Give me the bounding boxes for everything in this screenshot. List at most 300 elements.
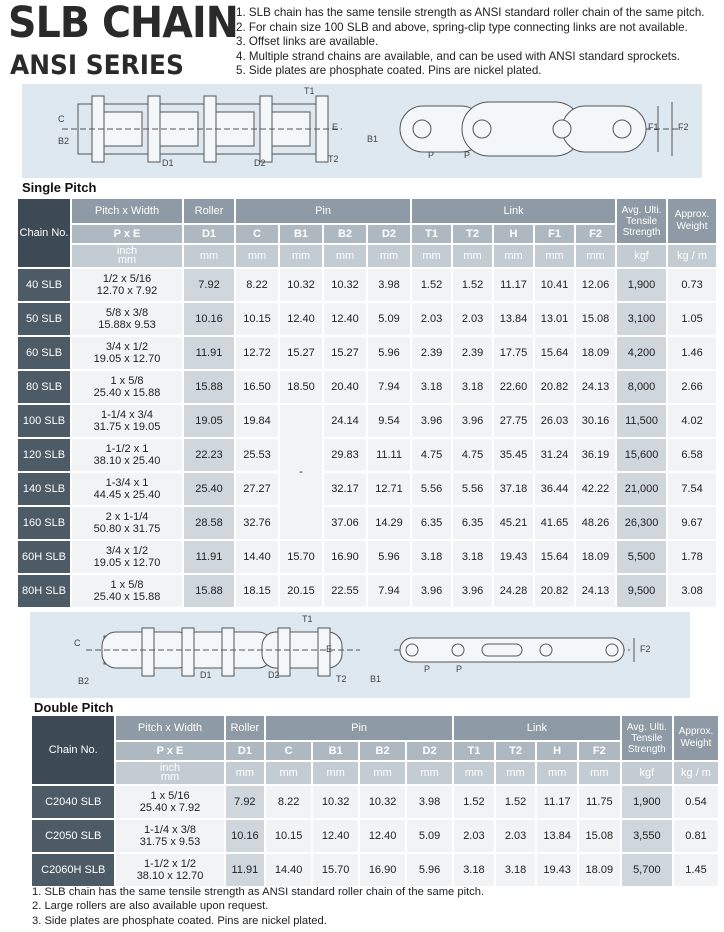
value-cell: 20.82 <box>535 575 574 607</box>
value-cell: 3.96 <box>453 575 492 607</box>
value-cell: 13.01 <box>535 303 574 335</box>
page-title: SLB CHAIN <box>8 0 238 48</box>
value-cell: 20.82 <box>535 371 574 403</box>
footer-note: 2. Large rollers are also available upon request. <box>32 900 269 913</box>
pitch-width-inch: 5/8 x 3/8 <box>105 307 149 319</box>
unit-mm: mm <box>160 771 180 783</box>
strength-cell: 21,000 <box>617 473 666 505</box>
header-col: H <box>537 742 577 760</box>
table-row <box>18 507 716 539</box>
value-cell: 6.35 <box>412 507 451 539</box>
value-cell: 36.19 <box>576 439 615 471</box>
pitch-width-mm: 50.80 x 31.75 <box>93 523 161 535</box>
value-cell: 19.05 <box>184 405 234 437</box>
double-pitch-table <box>30 714 720 888</box>
pitch-width-mm: 44.45 x 25.40 <box>93 489 161 501</box>
unit-cell: mm <box>576 245 615 267</box>
value-cell: 16.50 <box>236 371 278 403</box>
dim-label: D1 <box>162 158 174 168</box>
value-cell: 7.92 <box>226 786 265 818</box>
dim-label: B1 <box>370 674 382 684</box>
unit-cell: mm <box>360 762 405 784</box>
pitch-width-cell <box>72 337 182 369</box>
value-cell: 15.08 <box>576 303 615 335</box>
dim-label: F2 <box>678 122 689 132</box>
weight-cell: 1.46 <box>668 337 716 369</box>
header-col: B2 <box>360 742 405 760</box>
dim-label: D1 <box>200 670 212 680</box>
header-link: Link <box>412 199 615 223</box>
value-cell: 26.03 <box>535 405 574 437</box>
pitch-width-cell <box>72 405 182 437</box>
value-cell: 5.56 <box>412 473 451 505</box>
table-row <box>18 541 716 573</box>
chain-no-cell: 160 SLB <box>18 507 70 539</box>
value-cell: 12.40 <box>313 820 358 852</box>
header-notes <box>236 6 720 79</box>
pitch-width-cell <box>72 473 182 505</box>
value-cell: 15.70 <box>313 854 358 886</box>
chain-no-cell: 80H SLB <box>18 575 70 607</box>
value-cell: 3.98 <box>368 269 410 301</box>
unit-inch: inch <box>159 762 181 774</box>
value-cell: 15.88 <box>184 575 234 607</box>
pitch-width-cell <box>116 820 223 852</box>
dim-label: B2 <box>78 676 90 686</box>
value-cell: 14.40 <box>266 854 311 886</box>
table-row <box>32 786 718 818</box>
chain-no-cell: 60H SLB <box>18 541 70 573</box>
value-cell: 37.18 <box>494 473 533 505</box>
unit-cell: mm <box>537 762 577 784</box>
value-cell: 3.96 <box>412 405 451 437</box>
header-note: 5. Side plates are phosphate coated. Pins are nickel plated. <box>236 64 542 78</box>
header-col: D1 <box>184 225 234 243</box>
value-cell: 27.75 <box>494 405 533 437</box>
chain-drawing-single <box>22 84 702 178</box>
pitch-width-mm: 31.75 x 9.53 <box>139 836 201 848</box>
value-cell: 8.22 <box>266 786 311 818</box>
header-link: Link <box>454 716 620 740</box>
header-chain-no: Chain No. <box>32 716 114 784</box>
dim-label: P <box>464 150 471 160</box>
value-cell: 14.40 <box>236 541 278 573</box>
value-cell: 27.27 <box>236 473 278 505</box>
value-cell: 2.39 <box>453 337 492 369</box>
pin-b1-dash-cell: - <box>280 405 322 539</box>
value-cell: 24.28 <box>494 575 533 607</box>
value-cell: 17.75 <box>494 337 533 369</box>
unit-cell: mm <box>454 762 494 784</box>
value-cell: 3.18 <box>412 541 451 573</box>
value-cell: 1.52 <box>454 786 494 818</box>
value-cell: 48.26 <box>576 507 615 539</box>
value-cell: 10.15 <box>236 303 278 335</box>
value-cell: 15.64 <box>535 337 574 369</box>
unit-cell: mm <box>412 245 451 267</box>
value-cell: 7.94 <box>368 371 410 403</box>
value-cell: 10.41 <box>535 269 574 301</box>
strength-cell: 1,900 <box>622 786 672 818</box>
value-cell: 11.91 <box>184 541 234 573</box>
unit-cell: kg / m <box>668 245 716 267</box>
single-pitch-table <box>16 197 718 609</box>
value-cell: 24.14 <box>324 405 366 437</box>
value-cell: 24.13 <box>576 575 615 607</box>
value-cell: 30.16 <box>576 405 615 437</box>
header-roller: Roller <box>226 716 265 740</box>
header-col: D2 <box>407 742 452 760</box>
strength-cell: 5,700 <box>622 854 672 886</box>
unit-cell: kgf <box>617 245 666 267</box>
dim-label: P <box>424 664 431 674</box>
value-cell: 11.91 <box>184 337 234 369</box>
value-cell: 12.72 <box>236 337 278 369</box>
value-cell: 2.03 <box>412 303 451 335</box>
value-cell: 10.32 <box>313 786 358 818</box>
weight-cell: 0.81 <box>674 820 718 852</box>
value-cell: 3.18 <box>496 854 536 886</box>
unit-cell: mm <box>236 245 278 267</box>
pitch-width-mm: 38.10 x 12.70 <box>136 870 204 882</box>
strength-cell: 9,500 <box>617 575 666 607</box>
value-cell: 22.55 <box>324 575 366 607</box>
value-cell: 12.40 <box>280 303 322 335</box>
value-cell: 15.27 <box>280 337 322 369</box>
dim-label: T1 <box>304 86 315 96</box>
pitch-width-mm: 19.05 x 12.70 <box>93 353 161 365</box>
chain-no-cell: 80 SLB <box>18 371 70 403</box>
value-cell: 10.15 <box>266 820 311 852</box>
unit-cell: mm <box>535 245 574 267</box>
footer-notes <box>32 885 484 928</box>
header-note: 2. For chain size 100 SLB and above, spring-clip type connecting links are not available. <box>236 20 688 34</box>
chain-drawing-double <box>30 612 690 698</box>
header-col: C <box>266 742 311 760</box>
value-cell: 12.40 <box>360 820 405 852</box>
header-chain-no: Chain No. <box>18 199 70 267</box>
value-cell: 16.90 <box>324 541 366 573</box>
value-cell: 1.52 <box>412 269 451 301</box>
dim-label: B1 <box>367 134 379 144</box>
dim-label: D2 <box>254 158 266 168</box>
unit-cell: mm <box>266 762 311 784</box>
value-cell: 5.09 <box>407 820 452 852</box>
value-cell: 5.96 <box>368 541 410 573</box>
value-cell: 11.75 <box>579 786 620 818</box>
pitch-width-cell <box>72 575 182 607</box>
value-cell: 15.08 <box>579 820 620 852</box>
unit-cell: kg / m <box>674 762 718 784</box>
table-row <box>18 473 716 505</box>
header-note: 3. Offset links are available. <box>236 35 379 49</box>
value-cell: 22.23 <box>184 439 234 471</box>
unit-cell: mm <box>579 762 620 784</box>
table-row <box>18 337 716 369</box>
chain-no-cell: C2060H SLB <box>32 854 114 886</box>
pitch-width-inch: 1-1/2 x 1 <box>105 443 149 455</box>
page-subtitle: ANSI SERIES <box>10 50 184 81</box>
double-pitch-diagram <box>30 612 690 698</box>
weight-cell: 3.08 <box>668 575 716 607</box>
header-col: B2 <box>324 225 366 243</box>
pitch-width-mm: 25.40 x 15.88 <box>93 387 161 399</box>
header-col: F1 <box>535 225 574 243</box>
value-cell: 3.18 <box>412 371 451 403</box>
pitch-width-inch: 1 x 5/8 <box>110 579 144 591</box>
value-cell: 11.17 <box>494 269 533 301</box>
value-cell: 3.18 <box>453 371 492 403</box>
strength-cell: 5,500 <box>617 541 666 573</box>
value-cell: 3.18 <box>454 854 494 886</box>
header-strength: Avg. Ulti. Tensile Strength <box>617 199 666 243</box>
value-cell: 18.09 <box>576 541 615 573</box>
unit-inch: inch <box>116 245 138 257</box>
unit-cell: kgf <box>622 762 672 784</box>
chain-no-cell: 120 SLB <box>18 439 70 471</box>
value-cell: 19.43 <box>494 541 533 573</box>
value-cell: 10.16 <box>184 303 234 335</box>
header-strength: Avg. Ulti. Tensile Strength <box>622 716 672 760</box>
dim-label: C <box>74 638 81 648</box>
pitch-width-inch: 1-3/4 x 1 <box>105 477 149 489</box>
header-pin: Pin <box>236 199 410 223</box>
value-cell: 1.52 <box>453 269 492 301</box>
value-cell: 32.17 <box>324 473 366 505</box>
value-cell: 31.24 <box>535 439 574 471</box>
single-pitch-diagram <box>22 84 702 178</box>
value-cell: 11.11 <box>368 439 410 471</box>
pitch-width-mm: 12.70 x 7.92 <box>96 285 158 297</box>
value-cell: 2.03 <box>496 820 536 852</box>
value-cell: 3.96 <box>453 405 492 437</box>
unit-cell: mm <box>184 245 234 267</box>
header-weight: Approx. Weight <box>674 716 718 760</box>
value-cell: 5.09 <box>368 303 410 335</box>
value-cell: 18.50 <box>280 371 322 403</box>
value-cell: 5.56 <box>453 473 492 505</box>
value-cell: 36.44 <box>535 473 574 505</box>
dim-label: F2 <box>640 644 651 654</box>
value-cell: 5.96 <box>407 854 452 886</box>
dim-label: D2 <box>268 670 280 680</box>
value-cell: 10.32 <box>324 269 366 301</box>
weight-cell: 0.54 <box>674 786 718 818</box>
value-cell: 25.53 <box>236 439 278 471</box>
pitch-width-cell <box>72 269 182 301</box>
pitch-width-mm: 38.10 x 25.40 <box>93 455 161 467</box>
unit-cell: mm <box>407 762 452 784</box>
header-col: T1 <box>454 742 494 760</box>
header-pxe: P x E <box>72 225 182 243</box>
table-row <box>18 371 716 403</box>
value-cell: 11.91 <box>226 854 265 886</box>
value-cell: 16.90 <box>360 854 405 886</box>
value-cell: 42.22 <box>576 473 615 505</box>
pitch-width-cell <box>72 439 182 471</box>
value-cell: 15.64 <box>535 541 574 573</box>
value-cell: 6.35 <box>453 507 492 539</box>
unit-mm: mm <box>117 254 137 266</box>
header-pitch-width: Pitch x Width <box>72 199 182 223</box>
value-cell: 18.09 <box>576 337 615 369</box>
value-cell: 7.92 <box>184 269 234 301</box>
table-row <box>18 439 716 471</box>
value-cell: 12.06 <box>576 269 615 301</box>
unit-inch-mm <box>116 762 223 784</box>
value-cell: 45.21 <box>494 507 533 539</box>
pitch-width-inch: 3/4 x 1/2 <box>105 545 149 557</box>
value-cell: 32.76 <box>236 507 278 539</box>
dim-label: T2 <box>336 674 347 684</box>
unit-cell: mm <box>280 245 322 267</box>
value-cell: 14.29 <box>368 507 410 539</box>
pitch-width-inch: 1/2 x 5/16 <box>102 273 152 285</box>
header-note: 4. Multiple strand chains are available, and can be used with ANSI standard sprockets. <box>236 49 681 63</box>
chain-no-cell: 40 SLB <box>18 269 70 301</box>
chain-no-cell: C2040 SLB <box>32 786 114 818</box>
header-col: B1 <box>280 225 322 243</box>
unit-cell: mm <box>324 245 366 267</box>
value-cell: 2.03 <box>453 303 492 335</box>
header-pitch-width: Pitch x Width <box>116 716 223 740</box>
footer-note: 1. SLB chain has the same tensile strength as ANSI standard roller chain of the same pitch. <box>32 886 485 898</box>
header-col: T1 <box>412 225 451 243</box>
weight-cell: 7.54 <box>668 473 716 505</box>
value-cell: 20.40 <box>324 371 366 403</box>
weight-cell: 1.78 <box>668 541 716 573</box>
dim-label: P <box>456 664 463 674</box>
value-cell: 10.32 <box>280 269 322 301</box>
pitch-width-cell <box>72 541 182 573</box>
value-cell: 37.06 <box>324 507 366 539</box>
unit-cell: mm <box>226 762 265 784</box>
unit-cell: mm <box>313 762 358 784</box>
header-col: T2 <box>453 225 492 243</box>
table-row <box>18 303 716 335</box>
dim-label: T2 <box>328 154 339 164</box>
header-col: F2 <box>576 225 615 243</box>
strength-cell: 4,200 <box>617 337 666 369</box>
strength-cell: 26,300 <box>617 507 666 539</box>
chain-no-cell: 100 SLB <box>18 405 70 437</box>
dim-label: T1 <box>302 614 313 624</box>
double-pitch-title: Double Pitch <box>34 700 114 715</box>
value-cell: 18.15 <box>236 575 278 607</box>
header-weight: Approx. Weight <box>668 199 716 243</box>
value-cell: 25.40 <box>184 473 234 505</box>
dim-label: B2 <box>58 136 70 146</box>
strength-cell: 1,900 <box>617 269 666 301</box>
table-row <box>18 575 716 607</box>
weight-cell: 4.02 <box>668 405 716 437</box>
value-cell: 15.88 <box>184 371 234 403</box>
value-cell: 20.15 <box>280 575 322 607</box>
value-cell: 35.45 <box>494 439 533 471</box>
unit-inch-mm <box>72 245 182 267</box>
pitch-width-inch: 2 x 1-1/4 <box>105 511 149 523</box>
weight-cell: 9.67 <box>668 507 716 539</box>
table-row <box>32 820 718 852</box>
value-cell: 12.71 <box>368 473 410 505</box>
value-cell: 13.84 <box>494 303 533 335</box>
unit-cell: mm <box>453 245 492 267</box>
value-cell: 9.54 <box>368 405 410 437</box>
value-cell: 15.70 <box>280 541 322 573</box>
pitch-width-inch: 3/4 x 1/2 <box>105 341 149 353</box>
header-col: D1 <box>226 742 265 760</box>
chain-no-cell: C2050 SLB <box>32 820 114 852</box>
pitch-width-cell <box>72 507 182 539</box>
dim-label: P <box>428 150 435 160</box>
strength-cell: 11,500 <box>617 405 666 437</box>
pitch-width-inch: 1-1/4 x 3/8 <box>144 824 197 836</box>
pitch-width-mm: 25.40 x 7.92 <box>139 802 201 814</box>
pitch-width-mm: 25.40 x 15.88 <box>93 591 161 603</box>
header-col: D2 <box>368 225 410 243</box>
pitch-width-cell <box>72 303 182 335</box>
unit-cell: mm <box>368 245 410 267</box>
value-cell: 1.52 <box>496 786 536 818</box>
pitch-width-inch: 1-1/2 x 1/2 <box>144 858 197 870</box>
value-cell: 10.16 <box>226 820 265 852</box>
value-cell: 3.96 <box>412 575 451 607</box>
weight-cell: 1.05 <box>668 303 716 335</box>
value-cell: 2.03 <box>454 820 494 852</box>
single-pitch-title: Single Pitch <box>22 180 97 195</box>
header-col: B1 <box>313 742 358 760</box>
value-cell: 41.65 <box>535 507 574 539</box>
table-row <box>18 405 716 437</box>
header-pxe: P x E <box>116 742 223 760</box>
value-cell: 4.75 <box>412 439 451 471</box>
weight-cell: 2.66 <box>668 371 716 403</box>
unit-cell: mm <box>496 762 536 784</box>
value-cell: 3.18 <box>453 541 492 573</box>
strength-cell: 3,100 <box>617 303 666 335</box>
weight-cell: 6.58 <box>668 439 716 471</box>
value-cell: 19.84 <box>236 405 278 437</box>
pitch-width-cell <box>116 854 223 886</box>
pitch-width-inch: 1 x 5/16 <box>150 790 190 802</box>
value-cell: 22.60 <box>494 371 533 403</box>
unit-cell: mm <box>494 245 533 267</box>
pitch-width-cell <box>72 371 182 403</box>
pitch-width-mm: 15.88x 9.53 <box>98 319 156 331</box>
pitch-width-mm: 19.05 x 12.70 <box>93 557 161 569</box>
dim-label: E <box>332 122 339 132</box>
weight-cell: 0.73 <box>668 269 716 301</box>
value-cell: 4.75 <box>453 439 492 471</box>
chain-no-cell: 60 SLB <box>18 337 70 369</box>
chain-no-cell: 50 SLB <box>18 303 70 335</box>
pitch-width-inch: 1 x 5/8 <box>110 375 144 387</box>
weight-cell: 1.45 <box>674 854 718 886</box>
dim-label: C <box>58 114 65 124</box>
value-cell: 24.13 <box>576 371 615 403</box>
value-cell: 28.58 <box>184 507 234 539</box>
header-pin: Pin <box>266 716 452 740</box>
header-col: T2 <box>496 742 536 760</box>
header-roller: Roller <box>184 199 234 223</box>
value-cell: 2.39 <box>412 337 451 369</box>
strength-cell: 3,550 <box>622 820 672 852</box>
value-cell: 13.84 <box>537 820 577 852</box>
header-note: 1. SLB chain has the same tensile strength as ANSI standard roller chain of the same pitch. <box>236 6 705 19</box>
strength-cell: 15,600 <box>617 439 666 471</box>
value-cell: 19.43 <box>537 854 577 886</box>
dim-label: E <box>326 644 333 654</box>
